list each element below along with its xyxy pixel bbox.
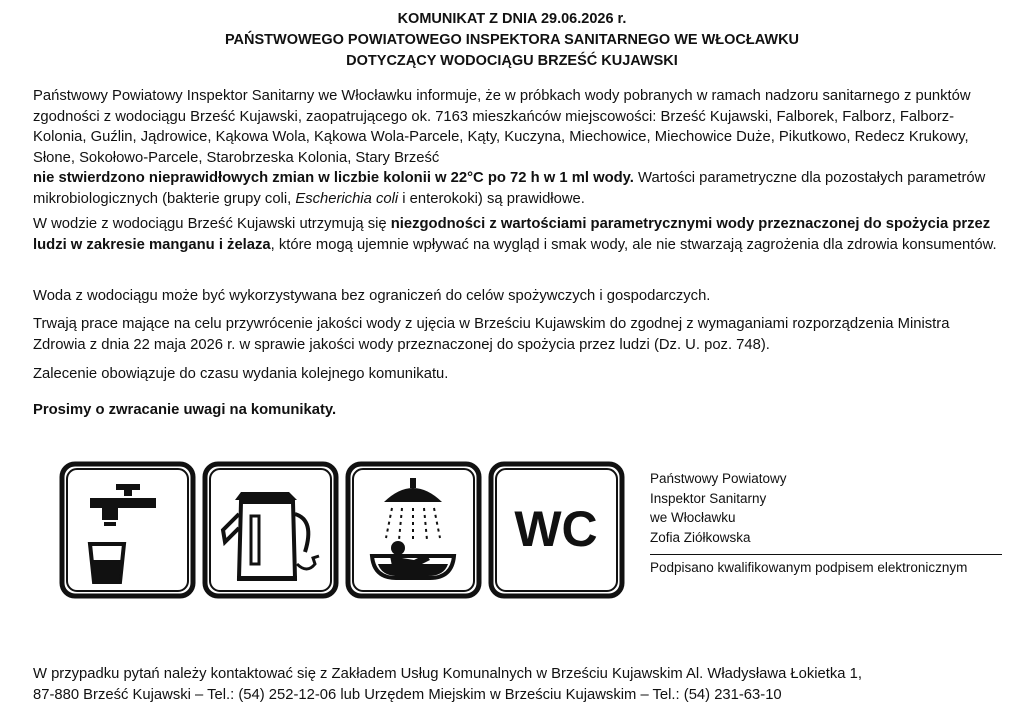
shower-bath-icon <box>344 460 483 600</box>
header-authority: PAŃSTWOWEGO POWIATOWEGO INSPEKTORA SANITARNEGO WE WŁOCŁAWKU <box>224 32 800 48</box>
p1-bold-finding: nie stwierdzono nieprawidłowych zmian w liczbie kolonii w 22°C po 72 h w 1 ml wody. <box>33 170 634 186</box>
tap-glass-icon <box>58 460 197 600</box>
p1-intro: Państwowy Powiatowy Inspektor Sanitarny we Włocławku informuje, że w próbkach wody pobranych w ramach nadzoru sanitarnego z punktów zgodności z wodociągu Brześć Kujawski, zaopatrującego ok. 7163 mieszkańców miejscowości: Brześć Kujawski, Falborek, Falborz, Falborz-Kolonia, Guźlin, Jądrowice, Kąkowa Wola, Kąkowa Wola-Parcele, Kąty, Kuczyna, Miechowice, Miechowice Duże, Pikutkowo, Redecz Krukowy, Słone, Sokołowo-Parcele, Starobrzeska Kolonia, Stary Brześć <box>33 88 971 166</box>
p2-bold: niezgodności z wartościami parametrycznymi wody przeznaczonej do spożycia przez ludzi w zakresie manganu i żelaza <box>33 216 991 253</box>
kettle-icon <box>201 460 340 600</box>
p3-text: Woda z wodociągu może być wykorzystywana bez ograniczeń do celów spożywczych i gospodarczych. <box>33 288 711 304</box>
p6-text: Prosimy o zwracanie uwagi na komunikaty. <box>33 402 337 418</box>
p2-end: , które mogą ujemnie wpływać na wygląd i smak wody, ale nie stwarzają zagrożenia dla zdrowia konsumentów. <box>270 236 997 253</box>
wc-label: WC <box>514 501 598 557</box>
contact-footer <box>33 664 1003 706</box>
p2-start: W wodzie z wodociągu Brześć Kujawski utrzymują się <box>33 216 391 232</box>
header-title: KOMUNIKAT Z DNIA 29.06.2026 r. <box>397 11 627 27</box>
paragraph-nonconformity <box>33 214 998 255</box>
paragraph-works <box>33 314 998 355</box>
p1-italic-species: Escherichia coli <box>295 190 399 207</box>
paragraph-usage <box>33 286 998 307</box>
signature-line2: Inspektor Sanitarny <box>650 490 767 506</box>
signature-block <box>650 469 787 547</box>
p4-text: Trwają prace mające na celu przywrócenie jakości wody z ujęcia w Brześciu Kujawskim do zgodnej z wymaganiami rozporządzenia Ministra Zdrowia z dnia 22 maja 2026 r. w sprawie jakości wody przeznaczonej do spożycia przez ludzi (Dz. U. poz. 748). <box>33 316 950 353</box>
paragraph-test-results <box>33 86 998 209</box>
p1-rest: Wartości parametryczne dla pozostałych parametrów mikrobiologicznych (bakterie grupy coli, <box>33 170 986 207</box>
wc-icon <box>487 460 626 600</box>
announcement-header <box>0 9 1024 72</box>
signature-name: Zofia Ziółkowska <box>650 529 751 545</box>
footer-line2: 87-880 Brześć Kujawski – Tel.: (54) 252-12-06 lub Urzędem Miejskim w Brześciu Kujawskim – Tel.: (54) 231-63-10 <box>33 687 782 703</box>
footer-line1: W przypadku pytań należy kontaktować się z Zakładem Usług Komunalnych w Brześciu Kujawskim Al. Władysława Łokietka 1, <box>33 666 862 682</box>
paragraph-request <box>33 400 998 421</box>
signature-note: Podpisano kwalifikowanym podpisem elektronicznym <box>650 560 968 575</box>
p5-text: Zalecenie obowiązuje do czasu wydania kolejnego komunikatu. <box>33 366 449 382</box>
p1-end: i enterokoki) są prawidłowe. <box>398 190 585 207</box>
paragraph-validity <box>33 364 998 385</box>
header-subject: DOTYCZĄCY WODOCIĄGU BRZEŚĆ KUJAWSKI <box>346 53 678 69</box>
signature-line3: we Włocławku <box>650 510 736 525</box>
signature-line1: Państwowy Powiatowy <box>650 471 787 486</box>
signature-divider <box>650 554 1002 555</box>
